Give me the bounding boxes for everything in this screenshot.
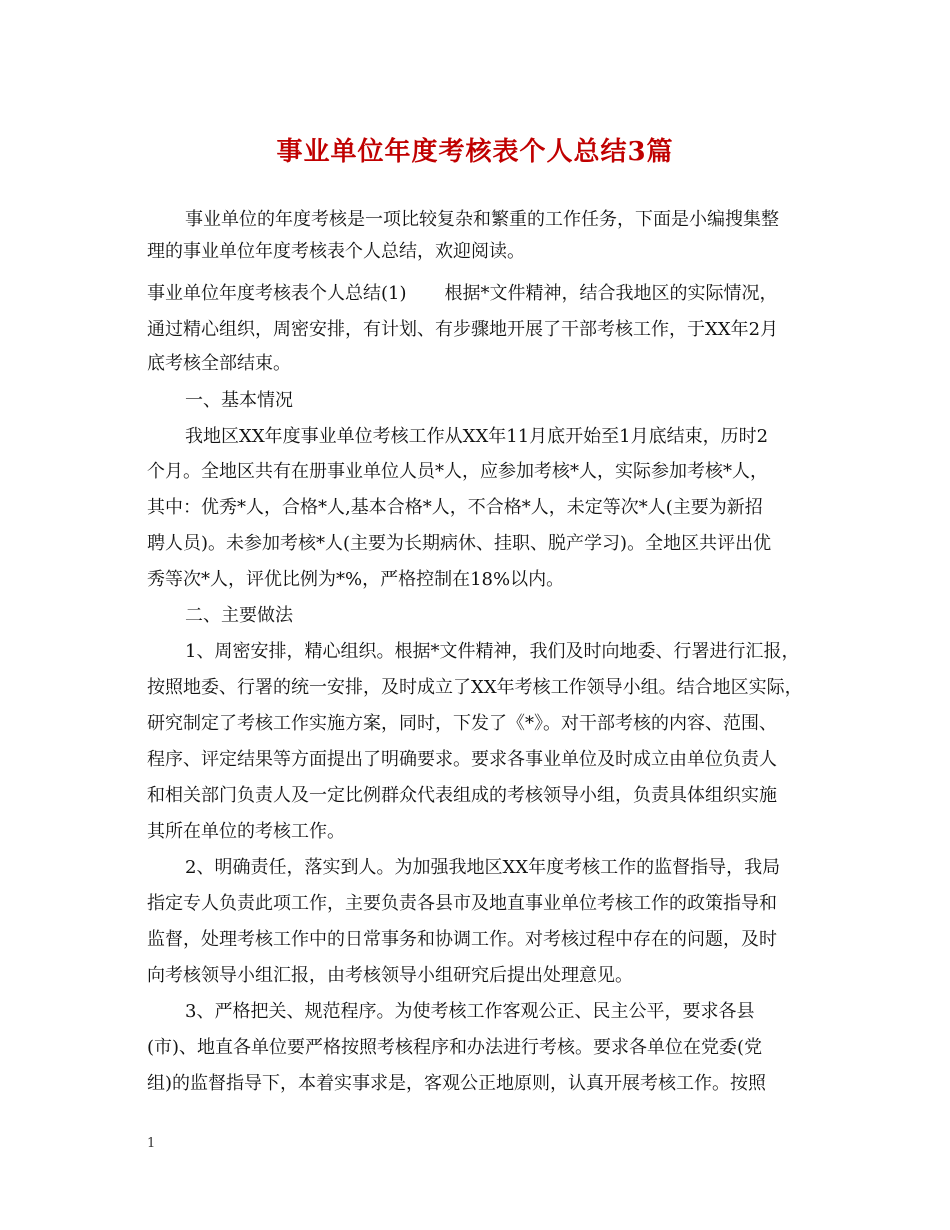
text-line: (市)、地直各单位要严格按照考核程序和办法进行考核。要求各单位在党委(党 — [147, 1037, 763, 1058]
text-line: 根据*文件精神，结合我地区的实际情况， — [444, 283, 778, 304]
text-line: 理的事业单位年度考核表个人总结，欢迎阅读。 — [147, 241, 525, 262]
text-line: 秀等次*人，评优比例为*%，严格控制在18%以内。 — [147, 569, 565, 590]
section-heading: 二、主要做法 — [185, 605, 293, 626]
text-line: 研究制定了考核工作实施方案，同时，下发了《*》。对干部考核的内容、范围、 — [147, 713, 777, 734]
text-line: 底考核全部结束。 — [147, 353, 291, 374]
text-line: 按照地委、行署的统一安排，及时成立了XX年考核工作领导小组。结合地区实际， — [147, 677, 803, 698]
text-line: 通过精心组织，周密安排，有计划、有步骤地开展了干部考核工作，于XX年2月 — [147, 319, 779, 340]
text-line: 2、明确责任，落实到人。为加强我地区XX年度考核工作的监督指导，我局 — [185, 857, 781, 878]
document-title: 事业单位年度考核表个人总结3篇 — [276, 137, 674, 167]
text-line: 其所在单位的考核工作。 — [147, 821, 345, 842]
text-line: 1、周密安排，精心组织。根据*文件精神，我们及时向地委、行署进行汇报， — [185, 641, 800, 662]
text-line: 和相关部门负责人及一定比例群众代表组成的考核领导小组，负责具体组织实施 — [147, 785, 777, 806]
text-line: 组)的监督指导下，本着实事求是，客观公正地原则，认真开展考核工作。按照 — [147, 1073, 767, 1094]
text-line: 监督，处理考核工作中的日常事务和协调工作。对考核过程中存在的问题，及时 — [147, 929, 777, 950]
text-line: 3、严格把关、规范程序。为使考核工作客观公正、民主公平，要求各县 — [185, 1001, 755, 1022]
text-line: 其中：优秀*人，合格*人,基本合格*人，不合格*人，未定等次*人(主要为新招 — [147, 497, 763, 518]
text-line: 个月。全地区共有在册事业单位人员*人，应参加考核*人，实际参加考核*人， — [147, 461, 768, 482]
text-line: 事业单位的年度考核是一项比较复杂和繁重的工作任务，下面是小编搜集整 — [185, 209, 779, 230]
text-line: 指定专人负责此项工作，主要负责各县市及地直事业单位考核工作的政策指导和 — [147, 893, 777, 914]
text-line: 我地区XX年度事业单位考核工作从XX年11月底开始至1月底结束，历时2 — [185, 426, 769, 447]
section-heading-1: 事业单位年度考核表个人总结(1) — [147, 283, 407, 304]
page-number: 1 — [147, 1136, 156, 1151]
text-line: 聘人员)。未参加考核*人(主要为长期病休、挂职、脱产学习)。全地区共评出优 — [147, 533, 772, 554]
text-line-with-heading — [147, 282, 778, 306]
text-line: 向考核领导小组汇报，由考核领导小组研究后提出处理意见。 — [147, 965, 633, 986]
text-line: 程序、评定结果等方面提出了明确要求。要求各事业单位及时成立由单位负责人 — [147, 749, 777, 770]
section-heading: 一、基本情况 — [185, 390, 293, 411]
